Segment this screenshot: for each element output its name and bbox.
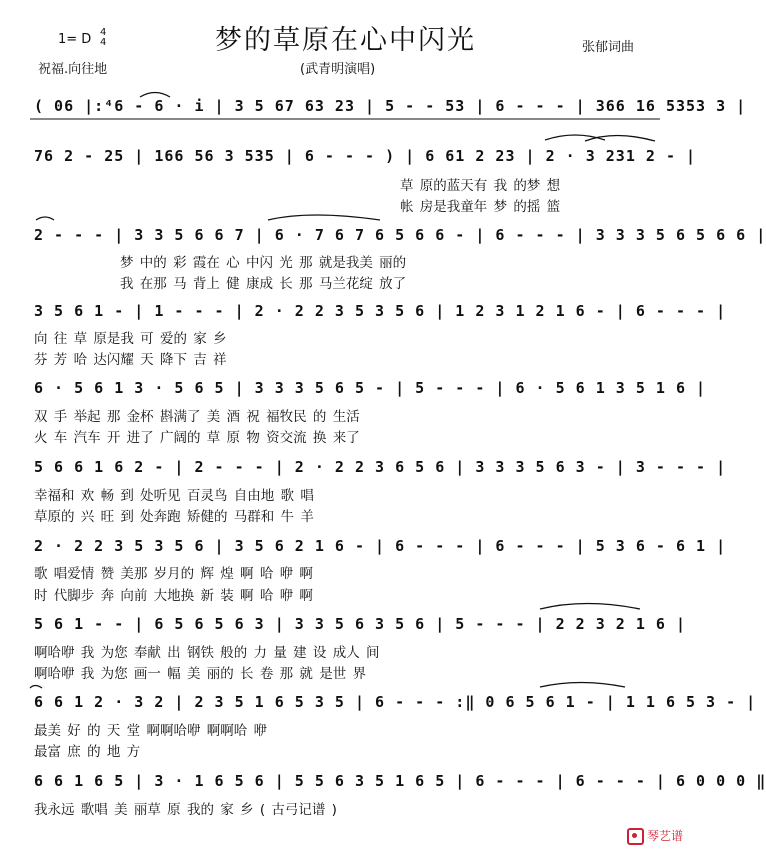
lyric-row-9-verse-2: 最富 庶 的 地 方 xyxy=(34,744,141,760)
slur-mark xyxy=(268,215,380,220)
lyric-row-3-verse-1: 梦 中的 彩 霞在 心 中闪 光 那 就是我美 丽的 xyxy=(120,255,407,271)
notation-row-6: 5 6 6 1 6 2 - | 2 - - - | 2 · 2 2 3 6 5 6 | 3 3 3 5 6 3 - | 3 - - - | xyxy=(34,458,727,476)
watermark xyxy=(627,827,683,845)
slur-mark xyxy=(36,217,54,220)
notation-row-5: 6 · 5 6 1 3 · 5 6 5 | 3 3 3 5 6 5 - | 5 - - - | 6 · 5 6 1 3 5 1 6 | xyxy=(34,379,707,397)
song-title: 梦的草原在心中闪光 xyxy=(215,25,476,56)
lyric-row-9-verse-1: 最美 好 的 天 堂 啊啊哈咿 啊啊哈 咿 xyxy=(34,723,268,739)
lyric-row-2-verse-1: 草 原的蓝天有 我 的梦 想 xyxy=(400,178,561,194)
lyric-row-4-verse-2: 芬 芳 哈 达闪耀 天 降下 吉 祥 xyxy=(34,352,227,368)
notation-row-3: 2 - - - | 3 3 5 6 6 7 | 6 · 7 6 7 6 5 6 6 - | 6 - - - | 3 3 3 5 6 5 6 6 | xyxy=(34,226,766,244)
dedication: 祝福.向往地 xyxy=(38,62,108,77)
watermark-text: 琴艺谱 xyxy=(646,829,683,843)
lyric-row-8-verse-1: 啊哈咿 我 为您 奉献 出 钢铁 般的 力 量 建 设 成人 间 xyxy=(34,645,380,661)
lyric-row-6-verse-1: 幸福和 欢 畅 到 处听见 百灵鸟 自由地 歌 唱 xyxy=(34,488,314,504)
lyric-row-5-verse-1: 双 手 举起 那 金杯 斟满了 美 酒 祝 福牧民 的 生活 xyxy=(34,409,360,425)
notation-row-2: 76 2 - 25 | 166 56 3 535 | 6 - - - ) | 6 61 2 23 | 2 · 3 231 2 - | xyxy=(34,147,697,165)
notation-row-9: 6 6 1 2 · 3 2 | 2 3 5 1 6 5 3 5 | 6 - - - :‖ 0 6 5 6 1 - | 1 1 6 5 3 - | xyxy=(34,693,757,711)
key-signature: 1= D xyxy=(58,32,92,47)
lyric-row-5-verse-2: 火 车 汽车 开 进了 广阔的 草 原 物 资交流 换 来了 xyxy=(34,430,360,446)
notation-row-10: 6 6 1 6 5 | 3 · 1 6 5 6 | 5 5 6 3 5 1 6 5 | 6 - - - | 6 - - - | 6 0 0 0 ‖ xyxy=(34,772,766,790)
qinyipu-logo-icon xyxy=(627,828,644,845)
notation-row-8: 5 6 1 - - | 6 5 6 5 6 3 | 3 3 5 6 3 5 6 | 5 - - - | 2 2 3 2 1 6 | xyxy=(34,615,686,633)
slur-mark xyxy=(30,686,42,689)
lyric-row-4-verse-1: 向 往 草 原是我 可 爱的 家 乡 xyxy=(34,331,227,347)
notation-row-4: 3 5 6 1 - | 1 - - - | 2 · 2 2 3 5 3 5 6 | 1 2 3 1 2 1 6 - | 6 - - - | xyxy=(34,302,727,320)
slur-mark xyxy=(140,93,170,98)
time-signature-bottom: 4 xyxy=(100,37,107,48)
lyric-row-2-verse-2: 帐 房是我童年 梦 的摇 篮 xyxy=(400,199,561,215)
notation-row-7: 2 · 2 2 3 5 3 5 6 | 3 5 6 2 1 6 - | 6 - - - | 6 - - - | 5 3 6 - 6 1 | xyxy=(34,537,727,555)
lyric-row-10-verse-1: 我永远 歌唱 美 丽草 原 我的 家 乡 ( 古弓记谱 ) xyxy=(34,802,337,818)
singer-credit: (武青明演唱) xyxy=(300,62,376,77)
lyric-row-6-verse-2: 草原的 兴 旺 到 处奔跑 矫健的 马群和 牛 羊 xyxy=(34,509,314,525)
lyric-row-7-verse-2: 时 代脚步 奔 向前 大地换 新 装 啊 哈 咿 啊 xyxy=(34,588,313,604)
notation-row-1: ( 06 |:⁴6 - 6 · i | 3 5 67 63 23 | 5 - - 53 | 6 - - - | 366 16 5353 3 | xyxy=(34,97,747,115)
lyric-row-7-verse-1: 歌 唱爱情 赞 美那 岁月的 辉 煌 啊 哈 咿 啊 xyxy=(34,566,313,582)
slur-mark xyxy=(540,604,640,610)
lyricist: 张郁词曲 xyxy=(582,40,635,55)
slur-mark xyxy=(585,136,655,142)
slur-mark xyxy=(540,683,625,688)
lyric-row-3-verse-2: 我 在那 马 背上 健 康成 长 那 马兰花绽 放了 xyxy=(120,276,407,292)
lyric-row-8-verse-2: 啊哈咿 我 为您 画一 幅 美 丽的 长 卷 那 就 是世 界 xyxy=(34,666,366,682)
time-signature-top: 4 xyxy=(100,27,107,38)
